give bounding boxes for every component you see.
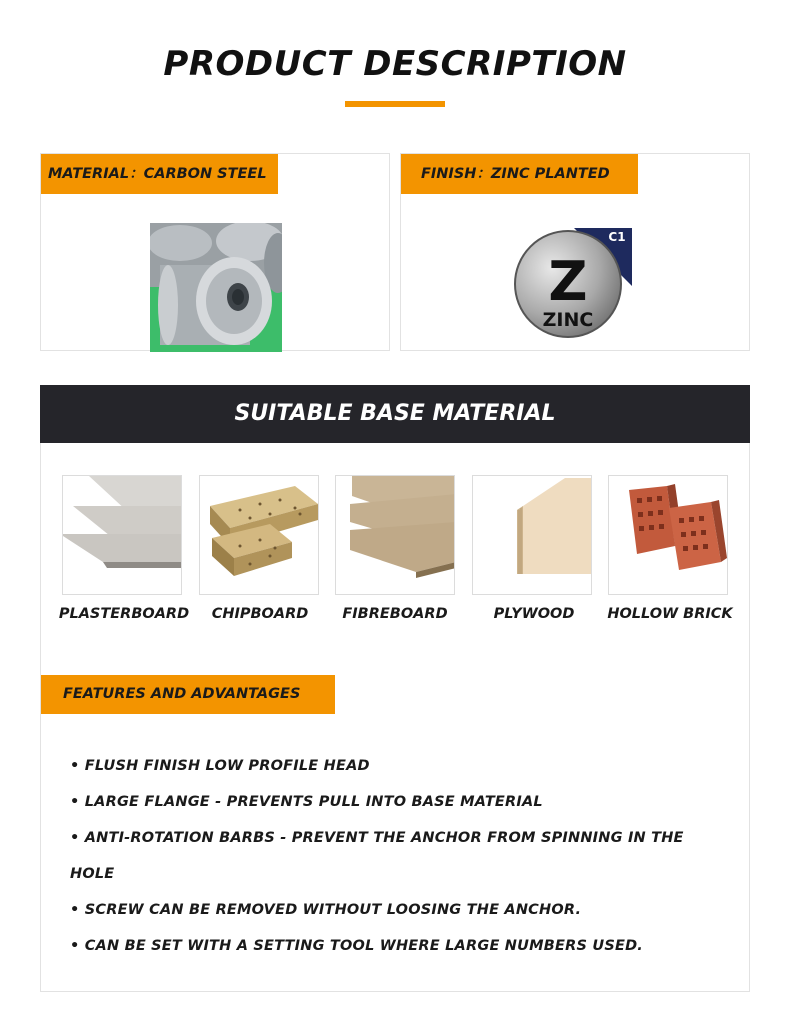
plasterboard-image (62, 475, 182, 595)
plywood-label: PLYWOOD (493, 606, 575, 622)
feature-item: • LARGE FLANGE - PREVENTS PULL INTO BASE MATERIAL (70, 794, 543, 810)
material-tag: MATERIAL：CARBON STEEL (41, 154, 278, 194)
fibreboard-image (335, 475, 455, 595)
chipboard-image (199, 475, 319, 595)
zinc-letter: Z (548, 250, 588, 313)
finish-tag: FINISH：ZINC PLANTED (401, 154, 638, 194)
feature-item: • CAN BE SET WITH A SETTING TOOL WHERE LARGE NUMBERS USED. (70, 938, 644, 954)
finish-panel (400, 153, 750, 351)
plywood-image (472, 475, 592, 595)
zinc-badge (512, 224, 632, 344)
feature-item: • SCREW CAN BE REMOVED WITHOUT LOOSING THE ANCHOR. (70, 902, 582, 918)
hollow-brick-label: HOLLOW BRICK (607, 606, 733, 622)
hollow-brick-image (608, 475, 728, 595)
title-underline (345, 101, 445, 107)
base-material-banner: SUITABLE BASE MATERIAL (40, 385, 750, 443)
material-panel (40, 153, 390, 351)
chipboard-label: CHIPBOARD (211, 606, 309, 622)
features-tag: FEATURES AND ADVANTAGES (41, 675, 335, 714)
zinc-code: C1 (608, 230, 626, 244)
page-title: PRODUCT DESCRIPTION (163, 44, 627, 84)
zinc-text: ZINC (542, 309, 594, 331)
fibreboard-label: FIBREBOARD (342, 606, 448, 622)
feature-item: • ANTI-ROTATION BARBS - PREVENT THE ANCHOR FROM SPINNING IN THE HOLE (70, 830, 684, 882)
plasterboard-label: PLASTERBOARD (58, 606, 190, 622)
steel-coil-image (150, 223, 282, 352)
feature-item: • FLUSH FINISH LOW PROFILE HEAD (70, 758, 370, 774)
